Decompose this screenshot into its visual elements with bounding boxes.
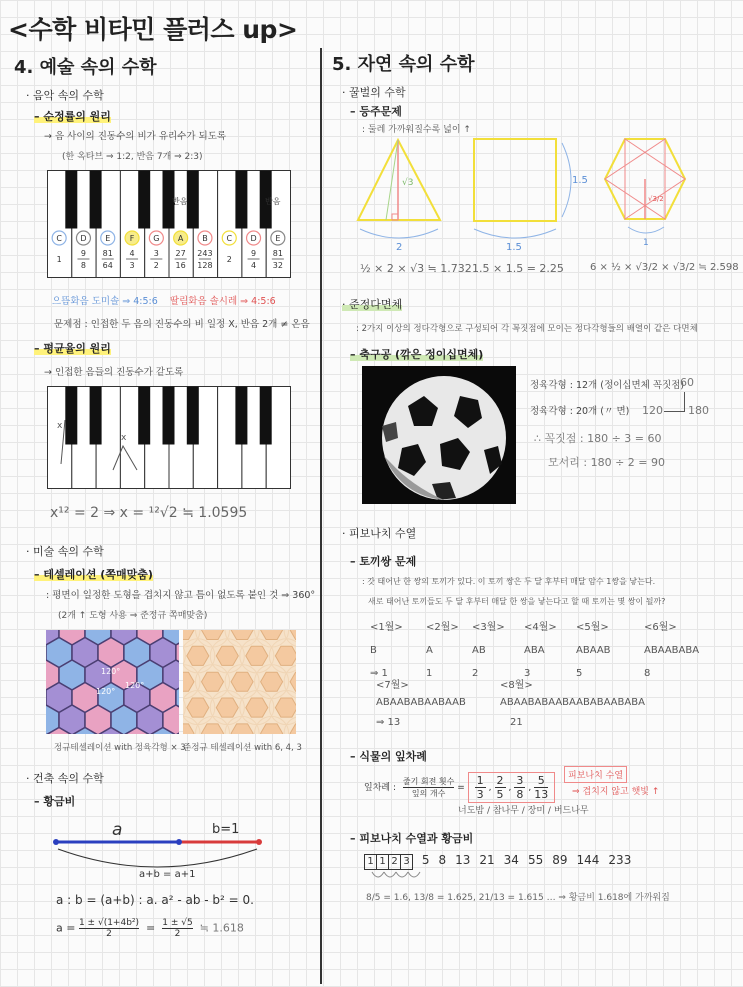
ratio-top: 1 [56, 255, 62, 264]
music-heading: · 음악 속의 수학 [26, 89, 104, 102]
golden-ratio-heading: – 황금비 [34, 795, 76, 808]
triangle-area: ½ × 2 × √3 ≒ 1.732 [360, 262, 472, 275]
section-4-heading: 4. 예술 속의 수학 [14, 57, 157, 78]
tonic-chord: 으뜸화음 도미솔 ⇒ 4:5:6 [52, 296, 158, 307]
ratio-bottom: 3 [129, 261, 135, 270]
note-label: G [153, 234, 160, 243]
phyllotaxis-den: 잎의 개수 [411, 789, 446, 798]
column-divider [320, 48, 322, 984]
eq2-lhs: a = [56, 921, 76, 935]
rabbit-note-2: 새로 태어난 토끼들도 두 달 후부터 매달 한 쌍을 낳는다고 할 때 토끼는 몇 쌍이 될까? [368, 597, 666, 606]
rabbit-note-1: : 갓 태어난 한 쌍의 토끼가 있다. 이 토끼 쌍은 두 달 후부터 매달 암수 1쌍을 낳는다. [362, 577, 656, 586]
black-key [235, 387, 247, 445]
fib-number-boxed: 2 [388, 854, 401, 870]
semi-tile [187, 698, 209, 717]
x-label-2: x [121, 433, 127, 443]
pairs-8: ABAABABAABAABABAABABA [500, 697, 645, 708]
phyllotaxis-plants: 너도밤 / 참나무 / 장미 / 버드나무 [458, 806, 589, 816]
isoperimetric-note: : 둘레 가까워질수록 넓이 ↑ [362, 125, 471, 135]
ratio-top: 4 [129, 249, 135, 258]
pure-temperament-example: (한 옥타브 ⇒ 1:2, 반음 7개 ⇒ 2:3) [62, 152, 203, 162]
fib-ratio-line: 8/5 = 1.6, 13/8 = 1.625, 21/13 = 1.615 … ⇒ 황금비 1.618에 가까워짐 [366, 893, 670, 903]
semi-regular-tessellation-caption: 준정규 테셀레이션 with 6, 4, 3 [183, 743, 302, 753]
square-right-label: 1.5 [572, 175, 588, 186]
soccer-ball-heading: – 축구공 (깎은 정이십면체) [350, 348, 484, 361]
pure-temperament-note: → 음 사이의 진동수의 비가 유리수가 되도록 [44, 131, 227, 142]
fib-number: 144 [576, 853, 600, 867]
golden-equation-1: a : b = (a+b) : a. a² - ab - b² = 0. [56, 893, 254, 907]
month-8: <8월> [500, 680, 533, 691]
eq2-num: 1 ± √(1+4b²) [78, 918, 140, 928]
ratio-bottom: 8 [80, 261, 86, 270]
semi-tile [261, 672, 283, 691]
soccer-edges: 모서리 : 180 ÷ 2 = 90 [548, 456, 665, 469]
rabbit-pairs: ABA [524, 645, 545, 656]
rabbit-count: ⇒ 1 [370, 668, 388, 679]
rabbit-count: 5 [576, 668, 583, 679]
rabbit-month: <6월> [644, 622, 677, 633]
note-label: B [202, 234, 208, 243]
rabbit-pairs: ABAABABA [644, 645, 700, 656]
isoperimetric-heading: – 등주문제 [350, 105, 402, 118]
note-label: C [56, 234, 62, 243]
ratio-top: 9 [80, 249, 86, 258]
fib-sequence-rest [422, 853, 641, 867]
note-label: E [275, 234, 281, 243]
golden-equation-2: a = $\frac{\text{1 ± √(1+4b²)}}{2}$ = $\frac{1 \pm √5}{2}$ ≒ 1.618 [56, 918, 244, 939]
triangle-side-label: 2 [396, 242, 403, 250]
eq2-result: ≒ 1.618 [199, 921, 244, 935]
semi-tile [246, 698, 268, 717]
fib-golden-heading: – 피보나치 수열과 황금비 [350, 832, 474, 845]
month-7: <7월> [376, 680, 409, 691]
fib-number: 13 [455, 853, 471, 867]
pure-temperament-piano [47, 170, 291, 278]
regular-tessellation-caption: 정규테셀레이션 with 정육각형 × 3 [54, 743, 186, 753]
ratio-top: 243 [197, 249, 213, 258]
phyllotaxis-line: 잎차례 : 줄기 회전 횟수 잎의 개수 = $\frac{1}{3}$ , $\frac{2}{5}$ , $\frac{3}{8}$ , $\frac{5}{13}$ [364, 772, 555, 803]
semiregular-note: : 2가지 이상의 정다각형으로 구성되어 각 꼭짓점에 모이는 정다각형들의 배열이 같은 다면체 [356, 324, 698, 334]
fib-number: 34 [503, 853, 519, 867]
section-5-heading: 5. 자연 속의 수학 [332, 54, 475, 75]
golden-ratio-diagram [46, 815, 276, 881]
half-tone-label-2: 반음 [265, 197, 281, 206]
fib-sum-arcs [366, 870, 446, 884]
fib-number: 55 [527, 853, 544, 867]
triangle-height-label: √3 [402, 178, 414, 188]
soccer-faces-2: 정육각형 : 20개 (〃 면) [530, 406, 630, 417]
fib-number-boxed: 1 [364, 854, 377, 870]
semi-tile [202, 672, 224, 691]
fib-number-boxed: 3 [400, 854, 413, 870]
soccer-faces-1: 정육각형 : 12개 (정이십면체 꼭짓점) [530, 380, 685, 391]
ratio-top: 2 [226, 255, 232, 264]
black-key [65, 171, 77, 229]
note-label: A [177, 234, 184, 243]
note-label: C [226, 234, 233, 243]
note-label: D [80, 234, 87, 243]
eq2-den: 2 [106, 929, 112, 939]
fib-sequence-boxed [364, 853, 412, 867]
semi-regular-tessellation-image [183, 630, 296, 734]
semi-tile [216, 646, 238, 665]
black-key [235, 171, 247, 229]
hexagon-side-label: 1 [643, 238, 649, 248]
tessellation-note: : 평면이 일정한 도형을 겹치지 않고 틈이 없도록 붙인 것 ⇒ 360° [46, 590, 316, 601]
semi-tile [187, 646, 209, 665]
angle-label-1: 120° [101, 667, 121, 676]
sum-label: a+b = a+1 [139, 869, 196, 880]
b-label: b=1 [212, 822, 240, 837]
equal-temperament-formula: x¹² = 2 ⇒ x = ¹²√2 ≒ 1.0595 [50, 505, 248, 521]
phyllotaxis-fraction: $\frac{1}{3}$ [476, 774, 484, 801]
fib-number: 8 [438, 853, 447, 867]
fib-number: 89 [552, 853, 568, 867]
fib-sequence [364, 853, 640, 870]
soccer-sum-line-vertical [684, 392, 685, 412]
equal-temperament-piano [47, 386, 291, 489]
note-label: E [105, 234, 111, 243]
phyllotaxis-label: 잎차례 : [364, 783, 396, 793]
phyllotaxis-fraction: $\frac{2}{5}$ [496, 774, 504, 801]
angle-label-2: 120° [125, 681, 145, 690]
black-key [65, 387, 77, 445]
chord-line [52, 293, 276, 307]
pure-temperament-heading: – 순정률의 원리 [34, 110, 111, 123]
soccer-number-60: 60 [680, 376, 694, 389]
black-key [163, 387, 175, 445]
note-label: F [129, 234, 135, 243]
rabbit-month: <5월> [576, 622, 609, 633]
fibonacci-heading: · 피보나치 수열 [342, 527, 417, 540]
soccer-sum-line [664, 411, 684, 412]
rabbit-pairs: ABAAB [576, 645, 611, 656]
tessellation-heading: – 테셀레이션 (쪽매맞춤) [34, 568, 153, 581]
fib-number: 233 [608, 853, 632, 867]
phyllotaxis-arrow: ⇒ 겹치지 않고 햇빛 ↑ [572, 787, 660, 797]
rabbit-counts-row [370, 661, 724, 680]
equal-temperament-heading: – 평균율의 원리 [34, 342, 111, 355]
isoperimetric-shapes [350, 135, 730, 250]
rabbit-month: <2월> [426, 622, 459, 633]
soccer-vertices: ∴ 꼭짓점 : 180 ÷ 3 = 60 [534, 432, 662, 445]
rabbit-table [370, 615, 724, 680]
black-key [187, 171, 199, 229]
rabbit-month: <3월> [472, 622, 505, 633]
phyllotaxis-num: 줄기 회전 횟수 [402, 777, 455, 786]
architecture-heading: · 건축 속의 수학 [26, 772, 104, 785]
ratio-top: 9 [251, 249, 257, 258]
phyllotaxis-heading: – 식물의 잎차례 [350, 750, 427, 763]
semi-tile [246, 646, 268, 665]
soccer-ball-image [362, 366, 516, 504]
pairs-7: ABAABABAABAAB [376, 697, 466, 708]
phyllotaxis-fraction: $\frac{5}{13}$ [534, 774, 549, 801]
black-key [138, 171, 150, 229]
angle-label-3: 120° [96, 687, 116, 696]
phyllotaxis-box: 피보나치 수열 [564, 766, 627, 783]
black-key [260, 387, 272, 445]
black-key [187, 387, 199, 445]
soccer-number-180: 180 [688, 404, 709, 417]
dominant-chord: 딸림화음 솔시레 ⇒ 4:5:6 [169, 296, 276, 307]
phyllotaxis-fractions: $\frac{1}{3}$ , $\frac{2}{5}$ , $\frac{3}{8}$ , $\frac{5}{13}$ [468, 772, 556, 803]
eq2-mid-den: 2 [174, 929, 181, 939]
rabbit-count: 1 [426, 668, 433, 679]
soccer-number-120: 120 [642, 404, 663, 417]
square-area: 1.5 × 1.5 = 2.25 [472, 262, 564, 275]
rabbit-month: <4월> [524, 622, 557, 633]
rabbit-count: 3 [524, 668, 531, 679]
rabbit-count: 8 [644, 668, 651, 679]
eq2-mid-num: 1 ± √5 [162, 918, 193, 928]
ratio-bottom: 64 [102, 261, 113, 270]
rabbit-month: <1월> [370, 622, 403, 633]
count-8: 21 [510, 717, 523, 728]
half-tone-label-1: 반음 [172, 197, 188, 206]
ratio-top: 3 [153, 249, 159, 258]
x-label-1: x [57, 421, 63, 431]
ratio-bottom: 32 [272, 261, 283, 270]
bees-heading: · 꿀벌의 수학 [342, 86, 406, 99]
rabbit-heading: – 토끼쌍 문제 [350, 555, 417, 568]
black-key [138, 387, 150, 445]
rabbit-pairs: B [370, 645, 377, 656]
a-label: a [112, 820, 123, 840]
ratio-top: 27 [175, 249, 186, 258]
tessellation-note-2: (2개 ↑ 도형 사용 ⇒ 준정규 쪽매맞춤) [58, 611, 208, 621]
pure-problem: 문제점 : 인접한 두 음의 진동수의 비 일정 X, 반음 2개 ≠ 온음 [54, 319, 310, 330]
rabbit-pairs-row [370, 638, 724, 657]
page-title: <수학 비타민 플러스 up> [8, 15, 298, 44]
ratio-top: 81 [102, 249, 113, 258]
black-key [90, 387, 102, 445]
regular-tessellation-image [46, 630, 179, 734]
fib-number-boxed: 1 [376, 854, 389, 870]
semiregular-heading: · 준정다면체 [342, 298, 403, 311]
count-7: ⇒ 13 [376, 717, 401, 728]
fib-number: 21 [479, 853, 495, 867]
ratio-bottom: 4 [251, 261, 257, 270]
ratio-bottom: 2 [153, 261, 159, 270]
ratio-bottom: 16 [175, 261, 186, 270]
equal-temperament-note: → 인접한 음들의 진동수가 같도록 [44, 367, 184, 378]
art-heading: · 미술 속의 수학 [26, 545, 104, 558]
phyllotaxis-fraction: $\frac{3}{8}$ [516, 774, 524, 801]
semi-tile [231, 672, 253, 691]
hexagon-height-label: √3/2 [648, 195, 664, 203]
square-bottom-label: 1.5 [506, 242, 522, 250]
rabbit-count: 2 [472, 668, 479, 679]
hexagon-area: 6 × ½ × √3/2 × √3/2 ≒ 2.598 [590, 262, 739, 273]
rabbit-pairs: A [426, 645, 433, 656]
rabbit-months-row [370, 615, 724, 634]
note-label: D [250, 234, 257, 243]
ratio-top: 81 [272, 249, 283, 258]
fib-number: 5 [421, 853, 430, 867]
rabbit-pairs: AB [472, 645, 486, 656]
ratio-bottom: 128 [197, 261, 213, 270]
semi-tile [216, 698, 238, 717]
black-key [90, 171, 102, 229]
